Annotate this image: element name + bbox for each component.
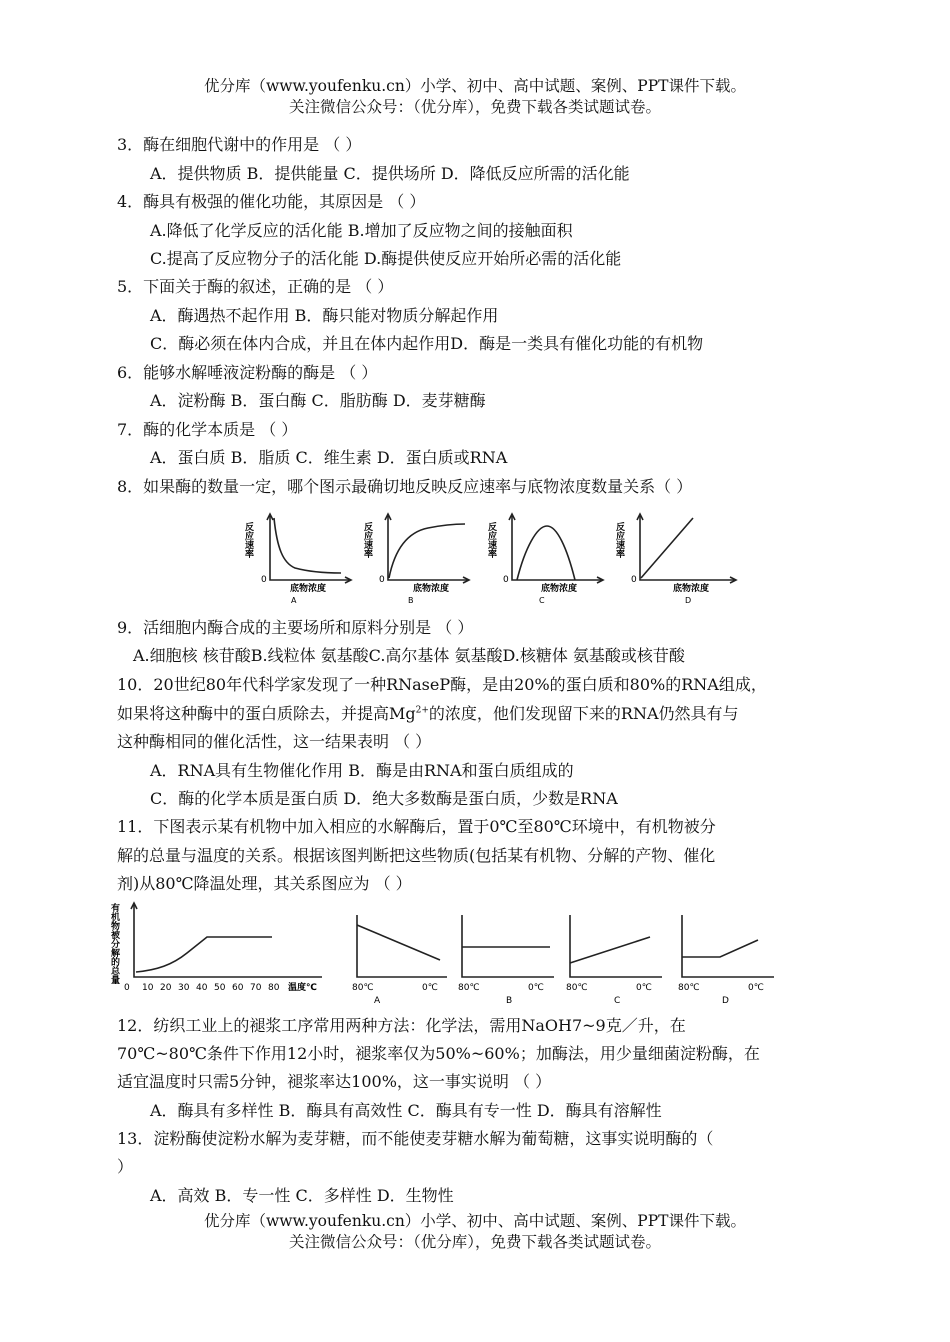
fig11-panel-c [566, 915, 662, 1006]
question-5: 5．下面关于酶的叙述，正确的是 （ ） [117, 277, 394, 296]
fig11-c-0: 0℃ [636, 983, 652, 993]
fig8-c-ylabel: 反应速率 [486, 522, 496, 558]
fig8-c-xlabel: 底物浓度 [541, 584, 578, 594]
fig11-panel-b [458, 915, 554, 1006]
fig8-d-origin: 0 [631, 575, 637, 585]
fig8-b-label: B [408, 596, 414, 605]
fig11-tick-80: 80 [268, 983, 280, 993]
question-13-line-2: ） [117, 1157, 134, 1176]
fig11-main-graph [109, 902, 322, 993]
question-11-line-2: 解的总量与温度的关系。根据该图判断把这些物质(包括某有机物、分解的产物、催化 [117, 846, 716, 865]
fig8-d-ylabel: 反应速率 [614, 522, 624, 558]
footer-line-2: 关注微信公众号：（优分库），免费下载各类试题试卷。 [288, 1233, 661, 1251]
question-10-line-3: 这种酶相同的催化活性，这一结果表明 （ ） [117, 732, 432, 751]
fig8-a-label: A [291, 596, 297, 605]
fig11-tick-30: 30 [178, 983, 190, 993]
question-6-options: A．淀粉酶 B．蛋白酶 C．脂肪酶 D．麦芽糖酶 [150, 391, 486, 410]
fig11-tick-0: 0 [124, 983, 130, 993]
fig8-a-origin: 0 [261, 575, 267, 585]
question-7-options: A．蛋白质 B．脂质 C．维生素 D．蛋白质或RNA [150, 448, 508, 467]
fig11-a-80: 80℃ [352, 983, 374, 993]
fig8-a-xlabel: 底物浓度 [290, 584, 327, 594]
q10-text-pre: 如果将这种酶中的蛋白质除去，并提高Mg [117, 704, 416, 723]
fig11-b-80: 80℃ [458, 983, 480, 993]
fig11-c-80: 80℃ [566, 983, 588, 993]
question-8: 8．如果酶的数量一定，哪个图示最确切地反映反应速率与底物浓度数量关系（ ） [117, 477, 693, 496]
fig8-b-origin: 0 [379, 575, 385, 585]
fig11-tick-10: 10 [142, 983, 154, 993]
footer-line-1: 优分库（www.youfenku.cn）小学、初中、高中试题、案例、PPT课件下载。 [203, 1212, 747, 1230]
fig11-tick-60: 60 [232, 983, 244, 993]
question-7: 7．酶的化学本质是 （ ） [117, 420, 298, 439]
fig11-ticks [124, 983, 280, 993]
fig11-a-0: 0℃ [422, 983, 438, 993]
fig11-panel-d [678, 915, 774, 1006]
question-3-options: A．提供物质 B．提供能量 C．提供场所 D．降低反应所需的活化能 [150, 164, 630, 183]
question-13-line-1: 13．淀粉酶使淀粉水解为麦芽糖，而不能使麦芽糖水解为葡萄糖，这事实说明酶的（ [117, 1129, 714, 1148]
question-10-line-1: 10．20世纪80年代科学家发现了一种RNaseP酶，是由20%的蛋白质和80%的RNA组成， [117, 675, 767, 694]
figure-q11 [109, 897, 792, 1007]
fig8-b-ylabel: 反应速率 [362, 522, 372, 558]
fig8-c-origin: 0 [503, 575, 509, 585]
question-4: 4．酶具有极强的催化功能，其原因是 （ ） [117, 192, 426, 211]
fig8-panel-b [362, 514, 469, 605]
fig8-d-label: D [685, 596, 692, 605]
figure-q8 [245, 508, 805, 608]
fig8-panel-d [614, 514, 736, 605]
fig8-a-ylabel: 反应速率 [243, 522, 253, 558]
question-10-options-1: A．RNA具有生物催化作用 B．酶是由RNA和蛋白质组成的 [150, 761, 574, 780]
fig8-d-xlabel: 底物浓度 [673, 584, 710, 594]
question-3: 3．酶在细胞代谢中的作用是 （ ） [117, 135, 362, 154]
fig8-b-xlabel: 底物浓度 [413, 584, 450, 594]
fig11-tick-70: 70 [250, 983, 262, 993]
fig8-panel-c [486, 514, 603, 605]
question-11-line-1: 11．下图表示某有机物中加入相应的水解酶后，置于0℃至80℃环境中，有机物被分 [117, 817, 716, 836]
fig11-b-label: B [506, 996, 513, 1006]
header-line-2: 关注微信公众号：（优分库），免费下载各类试题试卷。 [288, 98, 661, 116]
fig11-tick-50: 50 [214, 983, 226, 993]
question-12-line-2: 70℃~80℃条件下作用12小时，褪浆率仅为50%~60%；加酶法，用少量细菌淀粉酶，在 [117, 1044, 760, 1063]
fig11-panel-a [352, 915, 447, 1006]
question-5-options-2: C．酶必须在体内合成，并且在体内起作用D．酶是一类具有催化功能的有机物 [150, 334, 704, 353]
fig11-d-0: 0℃ [748, 983, 764, 993]
question-9-options: A.细胞核 核苷酸B.线粒体 氨基酸C.高尔基体 氨基酸D.核糖体 氨基酸或核苷酸 [133, 646, 685, 665]
q10-text-post: 的浓度，他们发现留下来的RNA仍然具有与 [428, 704, 739, 723]
question-10-line-2 [117, 704, 739, 724]
header-line-1: 优分库（www.youfenku.cn）小学、初中、高中试题、案例、PPT课件下载。 [203, 77, 747, 95]
fig11-ylabel: 有机物被分解的总量 [109, 903, 119, 984]
question-12-options: A．酶具有多样性 B．酶具有高效性 C．酶具有专一性 D．酶具有溶解性 [150, 1101, 662, 1120]
fig11-tick-20: 20 [160, 983, 172, 993]
question-9: 9．活细胞内酶合成的主要场所和原料分别是 （ ） [117, 618, 474, 637]
fig11-d-label: D [722, 996, 729, 1006]
question-10-options-2: C．酶的化学本质是蛋白质 D．绝大多数酶是蛋白质，少数是RNA [150, 789, 618, 808]
question-4-options-2: C.提高了反应物分子的活化能 D.酶提供使反应开始所必需的活化能 [150, 249, 622, 268]
question-11-line-3: 剂)从80℃降温处理，其关系图应为 （ ） [117, 874, 412, 893]
q10-superscript: 2+ [415, 705, 429, 716]
fig11-xlabel: 温度℃ [288, 983, 317, 993]
question-6: 6．能够水解唾液淀粉酶的酶是 （ ） [117, 363, 378, 382]
question-13-options: A．高效 B．专一性 C．多样性 D．生物性 [150, 1186, 454, 1205]
fig11-a-label: A [374, 996, 381, 1006]
fig11-d-80: 80℃ [678, 983, 700, 993]
question-12-line-3: 适宜温度时只需5分钟，褪浆率达100%，这一事实说明 （ ） [117, 1072, 552, 1091]
fig11-tick-40: 40 [196, 983, 208, 993]
fig11-c-label: C [614, 996, 621, 1006]
question-12-line-1: 12．纺织工业上的褪浆工序常用两种方法：化学法，需用NaOH7~9克／升，在 [117, 1016, 686, 1035]
question-5-options-1: A．酶遇热不起作用 B．酶只能对物质分解起作用 [150, 306, 499, 325]
fig8-panel-a [243, 514, 351, 605]
fig11-b-0: 0℃ [528, 983, 544, 993]
fig8-c-label: C [539, 596, 545, 605]
question-4-options-1: A.降低了化学反应的活化能 B.增加了反应物之间的接触面积 [150, 221, 573, 240]
